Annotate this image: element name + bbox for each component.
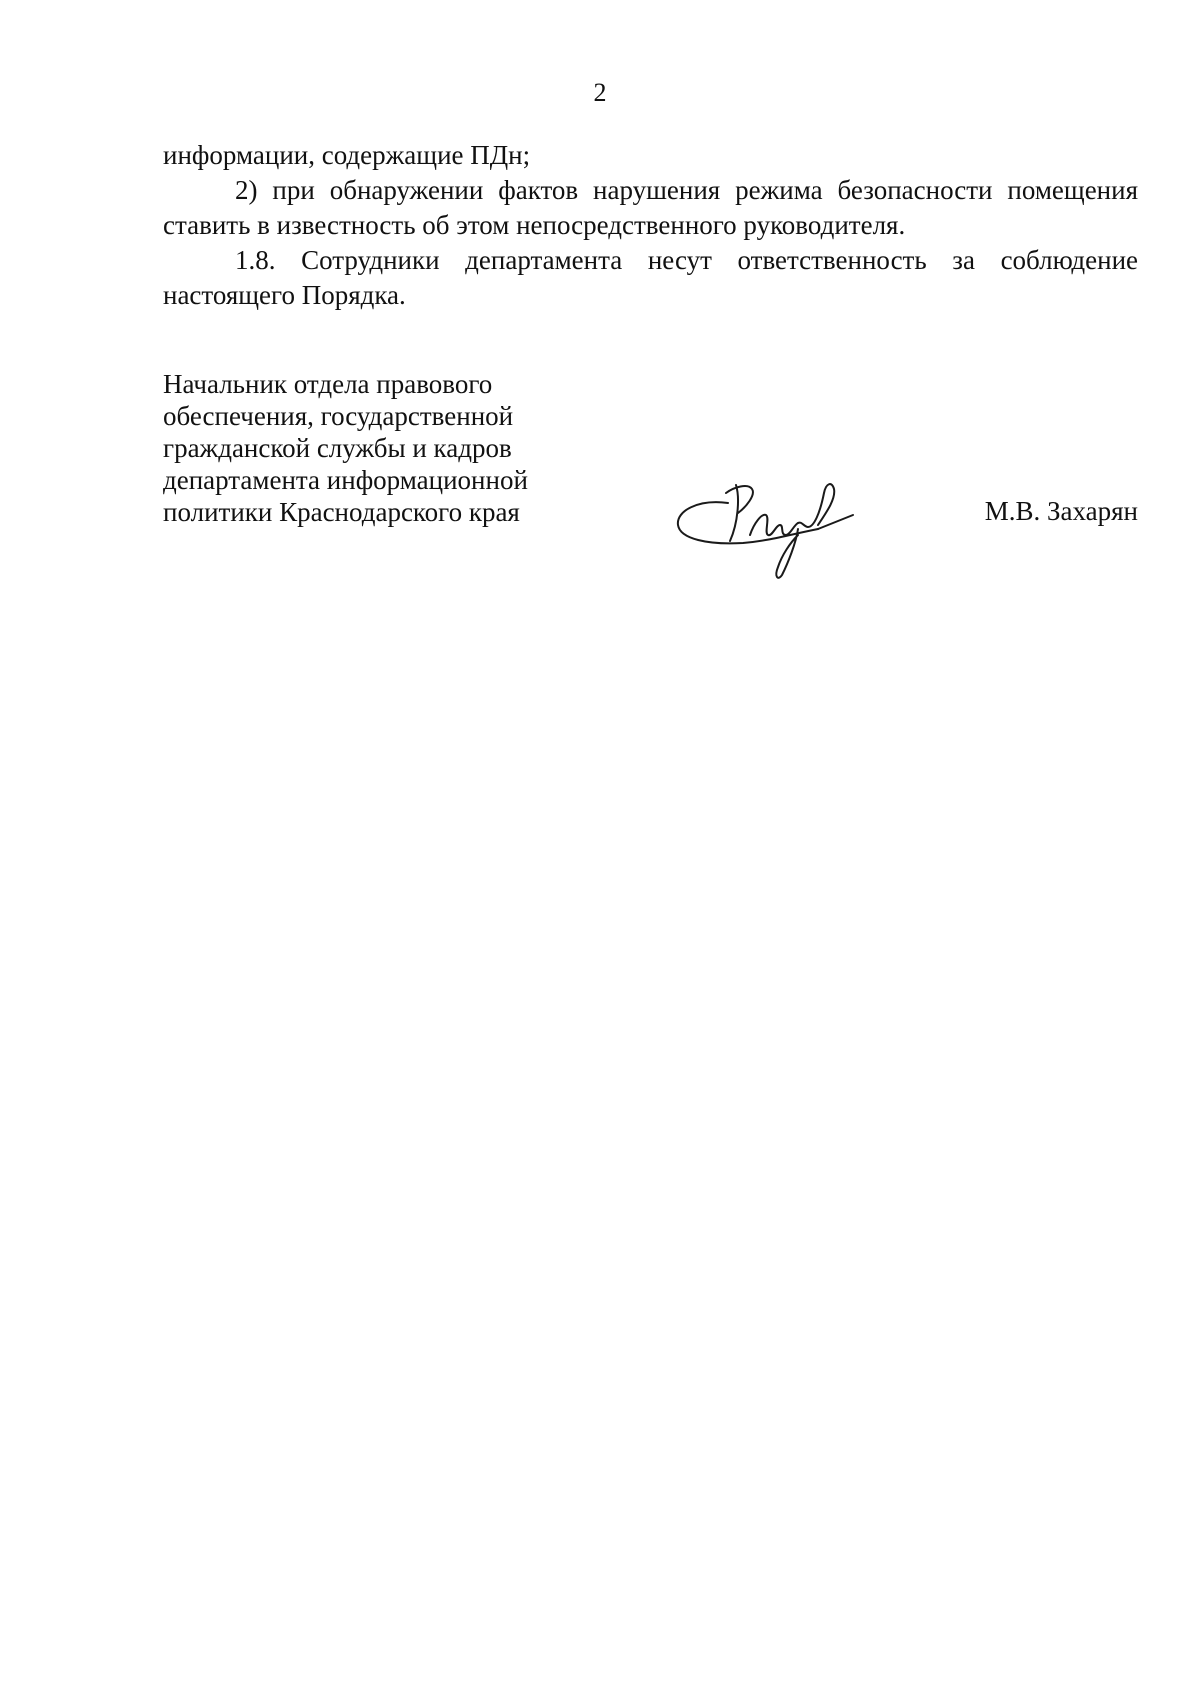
page-number: 2: [593, 78, 607, 107]
signer-position-line: Начальник отдела правового: [163, 369, 493, 399]
signer-position-line: гражданской службы и кадров: [163, 433, 512, 463]
body-text: [163, 138, 1138, 313]
paragraph-continuation: информации, содержащие ПДн;: [163, 140, 531, 170]
signer-position-line: департамента информационной: [163, 465, 528, 495]
signer-position: [163, 368, 603, 528]
paragraph-clause-1-8: 1.8. Сотрудники департамента несут ответственность за соблюдение настоящего Порядка.: [163, 245, 1138, 310]
paragraph-item-2: 2) при обнаружении фактов нарушения режима безопасности помещения ставить в известность об этом непосредственного руководителя.: [163, 175, 1138, 240]
signer-position-line: политики Краснодарского края: [163, 497, 520, 527]
signer-name: М.В. Захарян: [984, 496, 1138, 526]
signer-position-line: обеспечения, государственной: [163, 401, 514, 431]
signature-block: [163, 368, 1138, 598]
handwritten-signature: [668, 463, 868, 583]
